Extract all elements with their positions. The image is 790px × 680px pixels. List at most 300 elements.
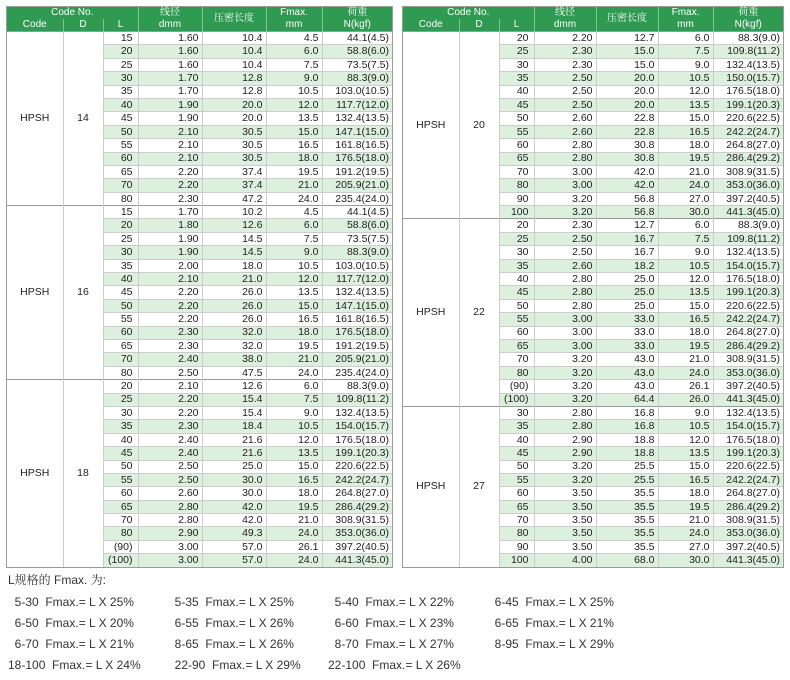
- cell-fmax: 16.5: [266, 313, 322, 326]
- cell-pitch: 30.5: [202, 152, 266, 165]
- cell-fmax: 24.0: [658, 527, 713, 540]
- cell-pitch: 16.8: [596, 406, 658, 419]
- cell-fmax: 10.5: [266, 259, 322, 272]
- group-diameter: 16: [63, 206, 103, 380]
- cell-pitch: 22.8: [596, 125, 658, 138]
- cell-load: 220.6(22.5): [713, 112, 783, 125]
- cell-length: 15: [103, 206, 138, 219]
- cell-pitch: 35.5: [596, 487, 658, 500]
- cell-load: 88.3(9.0): [322, 72, 392, 85]
- cell-load: 176.5(18.0): [713, 433, 783, 446]
- cell-length: 30: [499, 246, 534, 259]
- cell-load: 58.8(6.0): [322, 45, 392, 58]
- cell-wire: 2.90: [138, 527, 202, 540]
- cell-fmax: 13.5: [266, 112, 322, 125]
- cell-length: 45: [499, 98, 534, 111]
- cell-length: 60: [499, 326, 534, 339]
- cell-load: 397.2(40.5): [713, 380, 783, 393]
- cell-wire: 2.10: [138, 152, 202, 165]
- cell-wire: 3.50: [534, 514, 596, 527]
- cell-load: 132.4(13.5): [713, 406, 783, 419]
- cell-pitch: 35.5: [596, 500, 658, 513]
- cell-load: 220.6(22.5): [713, 460, 783, 473]
- cell-wire: 2.50: [534, 85, 596, 98]
- cell-load: 132.4(13.5): [322, 406, 392, 419]
- fmax-unit-header: mm: [266, 19, 322, 32]
- cell-pitch: 35.5: [596, 514, 658, 527]
- formula-title: L规格的 Fmax. 为:: [8, 573, 107, 587]
- group-code: HPSH: [7, 32, 63, 206]
- cell-pitch: 10.2: [202, 206, 266, 219]
- cell-pitch: 12.8: [202, 72, 266, 85]
- cell-pitch: 20.0: [202, 112, 266, 125]
- cell-load: 286.4(29.2): [322, 500, 392, 513]
- cell-wire: 2.80: [534, 152, 596, 165]
- cell-wire: 3.50: [534, 527, 596, 540]
- cell-wire: 2.50: [534, 72, 596, 85]
- cell-load: 109.8(11.2): [322, 393, 392, 406]
- cell-fmax: 18.0: [658, 326, 713, 339]
- cell-length: 55: [103, 473, 138, 486]
- cell-length: 20: [103, 380, 138, 393]
- table-row: [403, 406, 783, 419]
- cell-length: 45: [499, 447, 534, 460]
- cell-length: 50: [103, 125, 138, 138]
- cell-wire: 2.80: [534, 286, 596, 299]
- cell-length: 50: [499, 112, 534, 125]
- cell-wire: 2.20: [534, 32, 596, 45]
- cell-wire: 2.20: [138, 179, 202, 192]
- cell-load: 353.0(36.0): [322, 527, 392, 540]
- cell-fmax: 13.5: [658, 447, 713, 460]
- cell-fmax: 26.0: [658, 393, 713, 406]
- cell-length: (90): [499, 380, 534, 393]
- cell-length: 20: [103, 45, 138, 58]
- cell-length: 25: [499, 232, 534, 245]
- cell-load: 191.2(19.5): [322, 165, 392, 178]
- load-header: 荷重: [322, 7, 392, 19]
- cell-length: 15: [103, 32, 138, 45]
- cell-pitch: 30.5: [202, 125, 266, 138]
- cell-pitch: 30.5: [202, 139, 266, 152]
- cell-fmax: 18.0: [266, 487, 322, 500]
- cell-wire: 2.60: [534, 125, 596, 138]
- group-diameter: 18: [63, 380, 103, 567]
- cell-fmax: 30.0: [658, 206, 713, 219]
- cell-fmax: 15.0: [658, 460, 713, 473]
- cell-fmax: 6.0: [658, 32, 713, 45]
- cell-pitch: 18.4: [202, 420, 266, 433]
- cell-length: 25: [103, 232, 138, 245]
- cell-fmax: 12.0: [658, 273, 713, 286]
- cell-length: 50: [103, 460, 138, 473]
- cell-fmax: 7.5: [658, 45, 713, 58]
- cell-pitch: 21.0: [202, 273, 266, 286]
- cell-load: 132.4(13.5): [322, 286, 392, 299]
- cell-wire: 3.20: [534, 473, 596, 486]
- cell-length: 55: [499, 473, 534, 486]
- group-diameter: 27: [459, 406, 499, 566]
- formula-item: 5-30 Fmax.= L X 25%: [8, 594, 134, 609]
- cell-pitch: 33.0: [596, 313, 658, 326]
- cell-load: 147.1(15.0): [322, 125, 392, 138]
- cell-fmax: 12.0: [266, 98, 322, 111]
- spec-table-left: [6, 6, 393, 568]
- cell-pitch: 25.5: [596, 460, 658, 473]
- cell-wire: 2.50: [138, 460, 202, 473]
- group-code: HPSH: [403, 32, 459, 219]
- cell-load: 205.9(21.0): [322, 179, 392, 192]
- cell-length: 30: [499, 58, 534, 71]
- cell-load: 199.1(20.3): [713, 98, 783, 111]
- cell-length: 100: [499, 554, 534, 567]
- cell-load: 147.1(15.0): [322, 299, 392, 312]
- cell-pitch: 16.7: [596, 246, 658, 259]
- code-no-header: Code No.: [7, 7, 138, 19]
- cell-length: 20: [499, 32, 534, 45]
- cell-fmax: 4.5: [266, 206, 322, 219]
- fmax-header: Fmax.: [266, 7, 322, 19]
- cell-load: 286.4(29.2): [713, 500, 783, 513]
- cell-load: 176.5(18.0): [322, 326, 392, 339]
- cell-wire: 2.00: [138, 259, 202, 272]
- cell-load: 199.1(20.3): [713, 447, 783, 460]
- cell-wire: 2.20: [138, 286, 202, 299]
- cell-wire: 2.40: [138, 433, 202, 446]
- cell-load: 109.8(11.2): [713, 232, 783, 245]
- cell-fmax: 15.0: [266, 460, 322, 473]
- cell-fmax: 7.5: [266, 58, 322, 71]
- cell-load: 220.6(22.5): [322, 460, 392, 473]
- cell-load: 176.5(18.0): [322, 433, 392, 446]
- cell-load: 132.4(13.5): [713, 246, 783, 259]
- cell-pitch: 56.8: [596, 206, 658, 219]
- cell-length: 45: [499, 286, 534, 299]
- formula-row: [8, 633, 788, 654]
- cell-wire: 2.80: [138, 500, 202, 513]
- cell-load: 242.2(24.7): [713, 125, 783, 138]
- cell-length: 60: [499, 139, 534, 152]
- cell-wire: 2.20: [138, 406, 202, 419]
- cell-wire: 1.90: [138, 232, 202, 245]
- cell-wire: 1.70: [138, 206, 202, 219]
- cell-wire: 2.80: [534, 273, 596, 286]
- cell-length: 40: [499, 85, 534, 98]
- cell-load: 191.2(19.5): [322, 339, 392, 352]
- cell-load: 161.8(16.5): [322, 139, 392, 152]
- cell-length: 80: [103, 192, 138, 205]
- cell-wire: 2.50: [138, 366, 202, 379]
- cell-fmax: 30.0: [658, 554, 713, 567]
- cell-pitch: 26.0: [202, 286, 266, 299]
- cell-pitch: 30.0: [202, 473, 266, 486]
- cell-load: 176.5(18.0): [713, 85, 783, 98]
- cell-load: 235.4(24.0): [322, 366, 392, 379]
- cell-length: 80: [499, 179, 534, 192]
- cell-wire: 2.20: [138, 165, 202, 178]
- cell-pitch: 22.8: [596, 112, 658, 125]
- formula-list: [8, 591, 788, 675]
- cell-pitch: 25.0: [596, 299, 658, 312]
- cell-wire: 2.50: [534, 98, 596, 111]
- cell-load: 353.0(36.0): [713, 179, 783, 192]
- cell-wire: 2.10: [138, 139, 202, 152]
- cell-load: 264.8(27.0): [713, 487, 783, 500]
- cell-fmax: 9.0: [266, 246, 322, 259]
- cell-load: 441.3(45.0): [713, 554, 783, 567]
- cell-wire: 2.30: [138, 326, 202, 339]
- cell-fmax: 10.5: [266, 85, 322, 98]
- cell-fmax: 9.0: [266, 406, 322, 419]
- cell-fmax: 27.0: [658, 192, 713, 205]
- cell-fmax: 12.0: [658, 433, 713, 446]
- cell-wire: 3.00: [534, 165, 596, 178]
- cell-length: 35: [499, 72, 534, 85]
- wire-header: 线径: [534, 7, 596, 19]
- cell-length: 25: [103, 58, 138, 71]
- cell-fmax: 26.1: [266, 540, 322, 553]
- cell-wire: 2.20: [138, 299, 202, 312]
- cell-length: 35: [103, 420, 138, 433]
- cell-length: 50: [499, 460, 534, 473]
- cell-pitch: 30.0: [202, 487, 266, 500]
- cell-wire: 2.80: [534, 299, 596, 312]
- cell-wire: 2.80: [534, 420, 596, 433]
- cell-load: 154.0(15.7): [713, 420, 783, 433]
- cell-fmax: 10.5: [658, 72, 713, 85]
- formula-item: 8-95 Fmax.= L X 29%: [488, 636, 614, 651]
- l-header: L: [103, 19, 138, 32]
- cell-fmax: 18.0: [266, 326, 322, 339]
- spec-table: [7, 7, 392, 567]
- cell-pitch: 15.4: [202, 393, 266, 406]
- cell-pitch: 47.2: [202, 192, 266, 205]
- cell-load: 235.4(24.0): [322, 192, 392, 205]
- cell-length: 30: [103, 246, 138, 259]
- cell-length: 40: [499, 273, 534, 286]
- right-table-body: [403, 32, 783, 567]
- cell-wire: 2.30: [534, 45, 596, 58]
- cell-fmax: 9.0: [658, 406, 713, 419]
- cell-wire: 3.50: [534, 540, 596, 553]
- cell-pitch: 14.5: [202, 246, 266, 259]
- cell-length: (90): [103, 540, 138, 553]
- cell-wire: 2.30: [534, 58, 596, 71]
- cell-load: 132.4(13.5): [322, 112, 392, 125]
- cell-load: 264.8(27.0): [322, 487, 392, 500]
- cell-pitch: 21.6: [202, 433, 266, 446]
- group-code: HPSH: [403, 219, 459, 406]
- cell-wire: 1.80: [138, 219, 202, 232]
- cell-fmax: 15.0: [658, 299, 713, 312]
- cell-wire: 2.20: [138, 313, 202, 326]
- cell-length: 30: [499, 406, 534, 419]
- cell-pitch: 20.0: [596, 85, 658, 98]
- cell-fmax: 13.5: [658, 98, 713, 111]
- cell-wire: 1.90: [138, 246, 202, 259]
- cell-pitch: 57.0: [202, 540, 266, 553]
- fmax-header: Fmax.: [658, 7, 713, 19]
- cell-pitch: 32.0: [202, 339, 266, 352]
- cell-length: 25: [103, 393, 138, 406]
- cell-fmax: 15.0: [266, 125, 322, 138]
- cell-pitch: 32.0: [202, 326, 266, 339]
- cell-pitch: 42.0: [596, 165, 658, 178]
- cell-wire: 1.60: [138, 45, 202, 58]
- d-header: D: [459, 19, 499, 32]
- code-no-header: Code No.: [403, 7, 534, 19]
- cell-pitch: 35.5: [596, 540, 658, 553]
- cell-pitch: 47.5: [202, 366, 266, 379]
- cell-length: 55: [499, 313, 534, 326]
- cell-fmax: 13.5: [266, 447, 322, 460]
- cell-length: 80: [103, 366, 138, 379]
- cell-wire: 3.20: [534, 393, 596, 406]
- cell-length: 40: [103, 98, 138, 111]
- formula-item: 22-100 Fmax.= L X 26%: [328, 657, 461, 672]
- group-diameter: 22: [459, 219, 499, 406]
- fmax-formula-section: [8, 571, 788, 675]
- cell-length: 60: [103, 487, 138, 500]
- cell-load: 308.9(31.5): [713, 165, 783, 178]
- cell-load: 176.5(18.0): [713, 273, 783, 286]
- formula-row: [8, 591, 788, 612]
- cell-pitch: 33.0: [596, 339, 658, 352]
- cell-length: 40: [103, 433, 138, 446]
- cell-wire: 3.20: [534, 192, 596, 205]
- cell-load: 286.4(29.2): [713, 152, 783, 165]
- pitch-header: 压密长度: [202, 7, 266, 32]
- cell-fmax: 13.5: [266, 286, 322, 299]
- wire-header: 线径: [138, 7, 202, 19]
- cell-load: 103.0(10.5): [322, 259, 392, 272]
- cell-pitch: 12.8: [202, 85, 266, 98]
- cell-wire: 2.10: [138, 380, 202, 393]
- cell-load: 199.1(20.3): [713, 286, 783, 299]
- cell-length: 20: [499, 219, 534, 232]
- cell-load: 150.0(15.7): [713, 72, 783, 85]
- cell-load: 199.1(20.3): [322, 447, 392, 460]
- cell-fmax: 7.5: [658, 232, 713, 245]
- cell-wire: 2.20: [138, 393, 202, 406]
- cell-pitch: 37.4: [202, 179, 266, 192]
- cell-wire: 3.00: [138, 540, 202, 553]
- cell-fmax: 21.0: [658, 514, 713, 527]
- cell-length: 65: [499, 339, 534, 352]
- load-header: 荷重: [713, 7, 783, 19]
- cell-fmax: 16.5: [658, 125, 713, 138]
- cell-fmax: 7.5: [266, 393, 322, 406]
- cell-wire: 2.50: [534, 246, 596, 259]
- table-row: [403, 32, 783, 45]
- cell-fmax: 16.5: [266, 473, 322, 486]
- cell-length: (100): [499, 393, 534, 406]
- cell-fmax: 6.0: [266, 45, 322, 58]
- cell-length: 35: [103, 85, 138, 98]
- cell-pitch: 12.7: [596, 219, 658, 232]
- cell-length: 50: [499, 299, 534, 312]
- cell-pitch: 20.0: [596, 72, 658, 85]
- cell-load: 397.2(40.5): [322, 540, 392, 553]
- l-header: L: [499, 19, 534, 32]
- cell-fmax: 9.0: [658, 246, 713, 259]
- fmax-unit-header: mm: [658, 19, 713, 32]
- cell-pitch: 25.0: [596, 273, 658, 286]
- cell-pitch: 18.8: [596, 433, 658, 446]
- group-diameter: 20: [459, 32, 499, 219]
- cell-length: 60: [499, 487, 534, 500]
- cell-length: 50: [103, 299, 138, 312]
- cell-fmax: 21.0: [266, 353, 322, 366]
- cell-load: 58.8(6.0): [322, 219, 392, 232]
- cell-fmax: 24.0: [658, 179, 713, 192]
- formula-item: 6-65 Fmax.= L X 21%: [488, 615, 614, 630]
- cell-fmax: 27.0: [658, 540, 713, 553]
- cell-pitch: 42.0: [202, 500, 266, 513]
- cell-wire: 3.00: [534, 326, 596, 339]
- cell-pitch: 64.4: [596, 393, 658, 406]
- table-row: [7, 32, 392, 45]
- cell-pitch: 26.0: [202, 299, 266, 312]
- cell-wire: 1.90: [138, 112, 202, 125]
- cell-load: 44.1(4.5): [322, 32, 392, 45]
- cell-length: 40: [103, 273, 138, 286]
- cell-wire: 3.00: [534, 339, 596, 352]
- cell-wire: 2.60: [534, 259, 596, 272]
- cell-pitch: 15.0: [596, 45, 658, 58]
- cell-fmax: 7.5: [266, 232, 322, 245]
- cell-wire: 2.80: [534, 139, 596, 152]
- formula-row: [8, 654, 788, 675]
- cell-fmax: 19.5: [266, 165, 322, 178]
- cell-wire: 1.60: [138, 32, 202, 45]
- cell-pitch: 18.2: [596, 259, 658, 272]
- wire-unit-header: dmm: [534, 19, 596, 32]
- cell-fmax: 24.0: [266, 192, 322, 205]
- cell-load: 73.5(7.5): [322, 58, 392, 71]
- spec-table-right: [402, 6, 784, 568]
- cell-wire: 2.60: [138, 487, 202, 500]
- cell-load: 308.9(31.5): [713, 353, 783, 366]
- cell-wire: 2.30: [138, 192, 202, 205]
- cell-load: 353.0(36.0): [713, 527, 783, 540]
- cell-length: 55: [499, 125, 534, 138]
- cell-load: 205.9(21.0): [322, 353, 392, 366]
- cell-pitch: 42.0: [596, 179, 658, 192]
- spec-table: [403, 7, 783, 567]
- cell-pitch: 18.0: [202, 259, 266, 272]
- group-code: HPSH: [7, 380, 63, 567]
- cell-pitch: 25.0: [202, 460, 266, 473]
- cell-wire: 2.90: [534, 433, 596, 446]
- cell-length: 45: [103, 112, 138, 125]
- cell-pitch: 10.4: [202, 58, 266, 71]
- cell-pitch: 43.0: [596, 366, 658, 379]
- cell-pitch: 16.7: [596, 232, 658, 245]
- formula-item: 6-55 Fmax.= L X 26%: [168, 615, 294, 630]
- cell-wire: 2.50: [534, 232, 596, 245]
- cell-wire: 3.20: [534, 206, 596, 219]
- cell-fmax: 6.0: [266, 219, 322, 232]
- cell-fmax: 24.0: [658, 366, 713, 379]
- cell-fmax: 18.0: [658, 487, 713, 500]
- cell-pitch: 14.5: [202, 232, 266, 245]
- cell-length: 80: [499, 366, 534, 379]
- formula-item: 8-65 Fmax.= L X 26%: [168, 636, 294, 651]
- cell-length: 55: [103, 139, 138, 152]
- group-diameter: 14: [63, 32, 103, 206]
- cell-wire: 1.60: [138, 58, 202, 71]
